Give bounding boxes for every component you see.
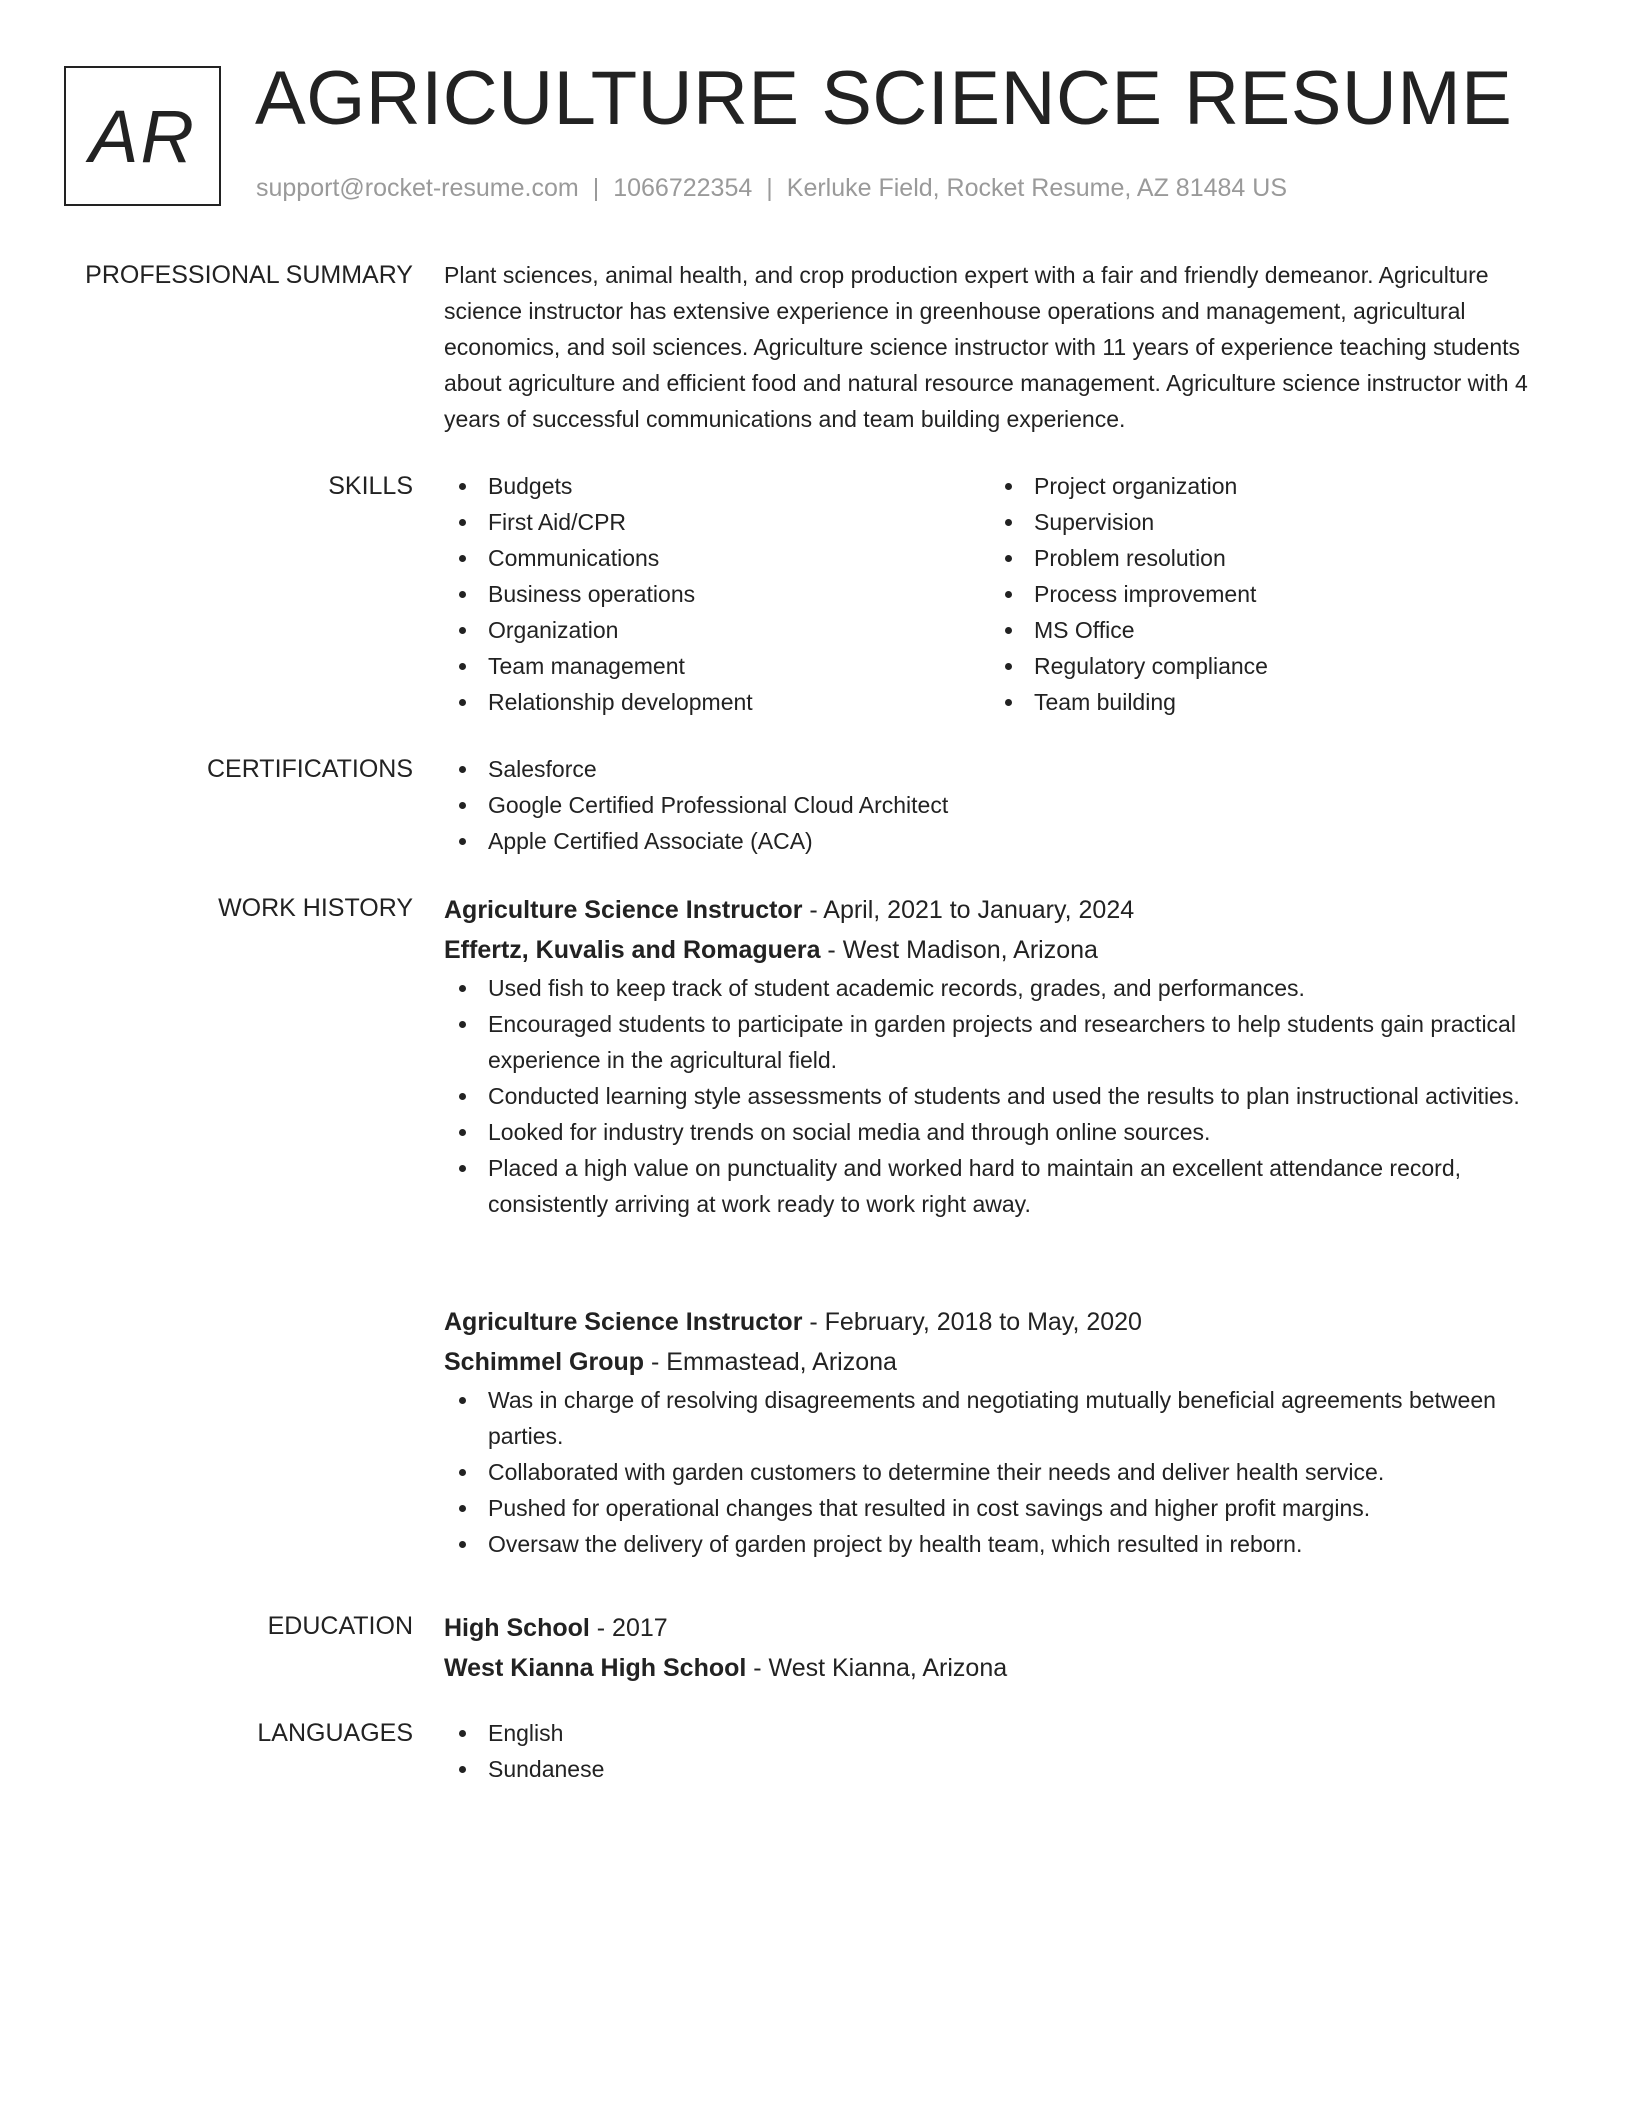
- certification-item: Salesforce: [444, 751, 1558, 787]
- skill-item: Relationship development: [444, 684, 990, 720]
- monogram-initials: AR: [89, 94, 196, 178]
- skill-item: Regulatory compliance: [990, 648, 1536, 684]
- skill-item: Problem resolution: [990, 540, 1536, 576]
- education-degree: High School: [444, 1614, 590, 1642]
- education-body: [444, 1608, 1558, 1688]
- job-dates: - February, 2018 to May, 2020: [802, 1308, 1142, 1336]
- summary-heading: PROFESSIONAL SUMMARY: [85, 261, 413, 289]
- skill-item: Business operations: [444, 576, 990, 612]
- job-bullet: Pushed for operational changes that resulted in cost savings and higher profit margins.: [444, 1490, 1558, 1526]
- work-history-body: [444, 890, 1558, 1222]
- skill-item: Communications: [444, 540, 990, 576]
- job-dates: - April, 2021 to January, 2024: [802, 896, 1135, 924]
- certifications-body: [444, 751, 1558, 859]
- contact-separator: |: [766, 174, 773, 202]
- skill-item: First Aid/CPR: [444, 504, 990, 540]
- languages-body: [444, 1715, 1558, 1787]
- job-company: Effertz, Kuvalis and Romaguera: [444, 936, 821, 964]
- skill-item: Team building: [990, 684, 1536, 720]
- work-history-body-2: [444, 1302, 1558, 1562]
- job-bullet: Used fish to keep track of student academic records, grades, and performances.: [444, 970, 1558, 1006]
- job-bullet: Encouraged students to participate in garden projects and researchers to help students gain practical experience in the agricultural field.: [444, 1006, 1558, 1078]
- contact-address: Kerluke Field, Rocket Resume, AZ 81484 US: [786, 174, 1287, 202]
- education-school-line: [444, 1648, 1558, 1688]
- job-bullet: Was in charge of resolving disagreements and negotiating mutually beneficial agreements between parties.: [444, 1382, 1558, 1454]
- education-year: - 2017: [589, 1614, 668, 1642]
- languages-list: [444, 1715, 1558, 1787]
- education-degree-line: [444, 1608, 1558, 1648]
- job-company: Schimmel Group: [444, 1348, 645, 1376]
- language-item: English: [444, 1715, 1558, 1751]
- language-item: Sundanese: [444, 1751, 1558, 1787]
- job-title: Agriculture Science Instructor: [444, 1308, 803, 1336]
- contact-email[interactable]: support@rocket-resume.com: [256, 174, 579, 202]
- summary-text: Plant sciences, animal health, and crop production expert with a fair and friendly demeanor. Agriculture science instructor has extensive experience in greenhouse operations and management, agricultural economics, and soil sciences. Agriculture science instructor with 11 years of experience teaching students about agriculture and efficient food and natural resource management. Agriculture science instructor with 4 years of successful communications and team building experience.: [444, 262, 1528, 432]
- skills-columns: [444, 468, 1558, 720]
- job-bullet: Placed a high value on punctuality and worked hard to maintain an excellent attendance record, consistently arriving at work ready to work right away.: [444, 1150, 1558, 1222]
- contact-line: [256, 172, 1287, 205]
- contact-phone[interactable]: 1066722354: [613, 174, 753, 202]
- languages-heading: LANGUAGES: [257, 1719, 413, 1747]
- skill-item: Supervision: [990, 504, 1536, 540]
- job-company-line: [444, 930, 1558, 970]
- monogram-box: [64, 66, 221, 206]
- job-title: Agriculture Science Instructor: [444, 896, 803, 924]
- job-bullets: [444, 1382, 1558, 1562]
- job-company-line: [444, 1342, 1558, 1382]
- certification-item: Apple Certified Associate (ACA): [444, 823, 1558, 859]
- summary-body: [444, 257, 1558, 437]
- job-bullet: Conducted learning style assessments of students and used the results to plan instructional activities.: [444, 1078, 1558, 1114]
- education-location: - West Kianna, Arizona: [746, 1654, 1008, 1682]
- job-title-line: [444, 890, 1558, 930]
- skill-item: Team management: [444, 648, 990, 684]
- education-school: West Kianna High School: [444, 1654, 747, 1682]
- resume-title: AGRICULTURE SCIENCE RESUME: [255, 56, 1513, 141]
- skill-item: Process improvement: [990, 576, 1536, 612]
- education-heading: EDUCATION: [267, 1612, 413, 1640]
- skills-body: [444, 468, 1558, 720]
- skill-item: MS Office: [990, 612, 1536, 648]
- skills-heading: SKILLS: [328, 472, 413, 500]
- job-bullet: Oversaw the delivery of garden project by health team, which resulted in reborn.: [444, 1526, 1558, 1562]
- skills-list-right: [990, 468, 1536, 720]
- certifications-heading: CERTIFICATIONS: [206, 755, 413, 783]
- job-bullet: Looked for industry trends on social media and through online sources.: [444, 1114, 1558, 1150]
- job-location: - Emmastead, Arizona: [644, 1348, 897, 1376]
- contact-separator: |: [592, 174, 600, 202]
- job-title-line: [444, 1302, 1558, 1342]
- job-location: - West Madison, Arizona: [820, 936, 1098, 964]
- skill-item: Budgets: [444, 468, 990, 504]
- work-history-heading: WORK HISTORY: [218, 894, 413, 922]
- job-entry: [444, 890, 1558, 1222]
- certification-item: Google Certified Professional Cloud Architect: [444, 787, 1558, 823]
- job-bullet: Collaborated with garden customers to determine their needs and deliver health service.: [444, 1454, 1558, 1490]
- certifications-list: [444, 751, 1558, 859]
- skill-item: Organization: [444, 612, 990, 648]
- job-entry: [444, 1302, 1558, 1562]
- skills-list-left: [444, 468, 990, 720]
- job-bullets: [444, 970, 1558, 1222]
- skill-item: Project organization: [990, 468, 1536, 504]
